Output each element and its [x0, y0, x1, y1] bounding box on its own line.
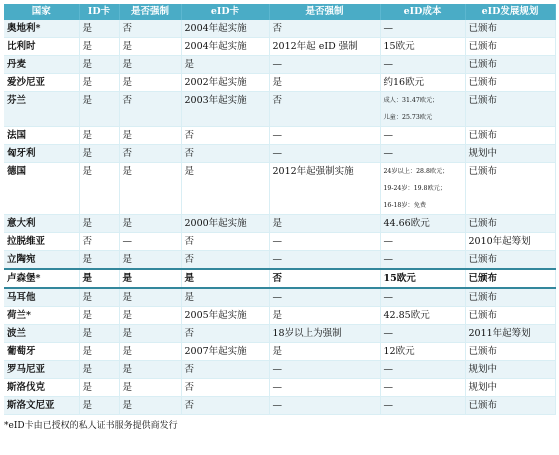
cell-eid-mandatory: —	[269, 233, 380, 251]
cell-id-card: 是	[79, 397, 119, 415]
cell-id-mandatory: 否	[119, 92, 181, 127]
cell-country: 马耳他	[4, 288, 79, 307]
cost-line: 16-18岁：免费	[383, 202, 427, 209]
cell-eid-cost: 15欧元	[380, 38, 465, 56]
cell-id-card: 是	[79, 38, 119, 56]
cell-eid-card: 否	[181, 145, 269, 163]
cell-eid-cost: —	[380, 325, 465, 343]
cell-id-mandatory: 否	[119, 145, 181, 163]
cell-id-card: 否	[79, 233, 119, 251]
table-row	[4, 215, 555, 233]
cell-eid-plan: 已颁布	[465, 215, 555, 233]
cell-id-card: 是	[79, 74, 119, 92]
cell-eid-cost: —	[380, 361, 465, 379]
cell-eid-mandatory: 2012年起强制实施	[269, 163, 380, 215]
cell-eid-cost: 44.66欧元	[380, 215, 465, 233]
header-id-mandatory: 是否强制	[119, 4, 181, 20]
cell-country: 波兰	[4, 325, 79, 343]
table-row	[4, 288, 555, 307]
cell-country: 丹麦	[4, 56, 79, 74]
table-row	[4, 56, 555, 74]
cell-eid-card: 2002年起实施	[181, 74, 269, 92]
cell-id-mandatory: 是	[119, 127, 181, 145]
cell-eid-cost: —	[380, 251, 465, 270]
cell-id-card: 是	[79, 251, 119, 270]
table-row	[4, 343, 555, 361]
cell-eid-mandatory: 是	[269, 74, 380, 92]
cell-country: 德国	[4, 163, 79, 215]
cell-eid-cost	[380, 163, 465, 215]
cell-id-mandatory: —	[119, 233, 181, 251]
table-row	[4, 74, 555, 92]
cell-eid-cost: 约16欧元	[380, 74, 465, 92]
cell-eid-mandatory: 否	[269, 20, 380, 38]
cell-id-card: 是	[79, 361, 119, 379]
cell-id-mandatory: 是	[119, 397, 181, 415]
cell-id-card: 是	[79, 92, 119, 127]
cell-eid-card: 是	[181, 269, 269, 288]
table-row	[4, 145, 555, 163]
header-eid-mandatory: 是否强制	[269, 4, 380, 20]
cell-eid-plan: 规划中	[465, 361, 555, 379]
cell-country: 斯洛伐克	[4, 379, 79, 397]
cell-eid-mandatory: —	[269, 361, 380, 379]
eid-comparison-table	[4, 4, 556, 415]
header-id-card: ID卡	[79, 4, 119, 20]
cell-eid-card: 是	[181, 56, 269, 74]
table-row	[4, 307, 555, 325]
document-page	[4, 4, 555, 432]
cell-country: 意大利	[4, 215, 79, 233]
cell-eid-mandatory: 是	[269, 215, 380, 233]
cell-id-mandatory: 是	[119, 163, 181, 215]
cell-id-card: 是	[79, 20, 119, 38]
table-row	[4, 251, 555, 270]
cell-country: 荷兰*	[4, 307, 79, 325]
cell-id-card: 是	[79, 215, 119, 233]
cell-id-mandatory: 是	[119, 288, 181, 307]
cell-eid-card: 否	[181, 361, 269, 379]
cell-id-card: 是	[79, 127, 119, 145]
cost-line: 24岁以上：28.8欧元；	[383, 168, 449, 175]
table-row	[4, 38, 555, 56]
cell-eid-plan: 已颁布	[465, 269, 555, 288]
cell-id-mandatory: 是	[119, 74, 181, 92]
cell-id-mandatory: 是	[119, 325, 181, 343]
cell-country: 芬兰	[4, 92, 79, 127]
cell-eid-cost: —	[380, 379, 465, 397]
cell-eid-mandatory: —	[269, 379, 380, 397]
table-footnote: *eID卡由已授权的私人证书服务提供商发行	[4, 421, 178, 431]
cell-eid-mandatory: 18岁以上为强制	[269, 325, 380, 343]
cell-eid-plan: 已颁布	[465, 163, 555, 215]
table-row	[4, 397, 555, 415]
header-eid-card: eID卡	[181, 4, 269, 20]
cell-eid-plan: 已颁布	[465, 343, 555, 361]
cell-eid-plan: 已颁布	[465, 251, 555, 270]
cell-eid-plan: 已颁布	[465, 20, 555, 38]
cell-eid-card: 是	[181, 163, 269, 215]
cell-eid-plan: 已颁布	[465, 56, 555, 74]
cell-country: 法国	[4, 127, 79, 145]
cell-country: 葡萄牙	[4, 343, 79, 361]
cell-eid-plan: 规划中	[465, 379, 555, 397]
cell-country: 立陶宛	[4, 251, 79, 270]
cell-eid-plan: 规划中	[465, 145, 555, 163]
cell-id-mandatory: 是	[119, 56, 181, 74]
cell-id-mandatory: 是	[119, 379, 181, 397]
cell-id-card: 是	[79, 163, 119, 215]
cell-id-mandatory: 是	[119, 38, 181, 56]
cell-eid-card: 2000年起实施	[181, 215, 269, 233]
cell-country: 比利时	[4, 38, 79, 56]
cell-eid-mandatory: 是	[269, 343, 380, 361]
cell-id-card: 是	[79, 269, 119, 288]
cell-eid-card: 2004年起实施	[181, 38, 269, 56]
cell-country: 匈牙利	[4, 145, 79, 163]
table-row	[4, 379, 555, 397]
cell-eid-plan: 2010年起筹划	[465, 233, 555, 251]
cell-eid-mandatory: 否	[269, 92, 380, 127]
cell-eid-plan: 已颁布	[465, 307, 555, 325]
header-eid-cost: eID成本	[380, 4, 465, 20]
cell-eid-plan: 已颁布	[465, 74, 555, 92]
cell-eid-card: 否	[181, 233, 269, 251]
cell-eid-cost: 15欧元	[380, 269, 465, 288]
cell-eid-plan: 已颁布	[465, 92, 555, 127]
cell-eid-card: 2003年起实施	[181, 92, 269, 127]
cell-eid-plan: 已颁布	[465, 127, 555, 145]
cell-country: 罗马尼亚	[4, 361, 79, 379]
cell-eid-card: 2007年起实施	[181, 343, 269, 361]
cell-id-mandatory: 是	[119, 343, 181, 361]
cell-eid-mandatory: —	[269, 56, 380, 74]
cell-id-card: 是	[79, 325, 119, 343]
cell-id-mandatory: 否	[119, 20, 181, 38]
cell-eid-mandatory: 否	[269, 269, 380, 288]
cell-id-card: 是	[79, 288, 119, 307]
cell-eid-card: 否	[181, 127, 269, 145]
cell-eid-cost: —	[380, 397, 465, 415]
header-eid-plan: eID发展规划	[465, 4, 555, 20]
table-row	[4, 269, 555, 288]
cell-eid-card: 2005年起实施	[181, 307, 269, 325]
table-row	[4, 20, 555, 38]
cell-eid-card: 2004年起实施	[181, 20, 269, 38]
cell-id-mandatory: 是	[119, 307, 181, 325]
cell-eid-plan: 已颁布	[465, 38, 555, 56]
cell-country: 爱沙尼亚	[4, 74, 79, 92]
cell-id-mandatory: 是	[119, 251, 181, 270]
cell-eid-card: 否	[181, 379, 269, 397]
cell-eid-cost: —	[380, 20, 465, 38]
table-row	[4, 325, 555, 343]
cost-line: 19-24岁：19.8欧元；	[383, 185, 447, 192]
cell-eid-mandatory: —	[269, 397, 380, 415]
cell-eid-cost: —	[380, 288, 465, 307]
cost-line: 儿童：25.73欧元	[383, 114, 433, 121]
cell-eid-card: 否	[181, 397, 269, 415]
cell-eid-cost: 12欧元	[380, 343, 465, 361]
cell-id-card: 是	[79, 307, 119, 325]
cell-eid-plan: 已颁布	[465, 288, 555, 307]
cell-id-mandatory: 是	[119, 361, 181, 379]
cell-country: 奥地利*	[4, 20, 79, 38]
cell-id-card: 是	[79, 343, 119, 361]
cell-eid-cost: —	[380, 127, 465, 145]
cell-eid-mandatory: 是	[269, 307, 380, 325]
table-row	[4, 127, 555, 145]
cell-eid-cost	[380, 92, 465, 127]
cell-id-card: 是	[79, 56, 119, 74]
cell-eid-mandatory: —	[269, 127, 380, 145]
cell-eid-mandatory: 2012年起 eID 强制	[269, 38, 380, 56]
cell-eid-mandatory: —	[269, 288, 380, 307]
cell-eid-plan: 2011年起筹划	[465, 325, 555, 343]
cell-id-card: 是	[79, 145, 119, 163]
table-row	[4, 163, 555, 215]
table-row	[4, 361, 555, 379]
cell-id-card: 是	[79, 379, 119, 397]
cell-eid-mandatory: —	[269, 251, 380, 270]
cell-eid-cost: —	[380, 145, 465, 163]
cell-country: 卢森堡*	[4, 269, 79, 288]
header-country: 国家	[4, 4, 79, 20]
table-header-row	[4, 4, 555, 20]
cell-eid-card: 否	[181, 251, 269, 270]
cell-id-mandatory: 是	[119, 215, 181, 233]
cell-eid-mandatory: —	[269, 145, 380, 163]
cost-line: 成人：31.47欧元；	[383, 97, 439, 104]
table-body	[4, 20, 555, 415]
cell-eid-card: 否	[181, 325, 269, 343]
table-row	[4, 233, 555, 251]
cell-country: 拉脱维亚	[4, 233, 79, 251]
cell-eid-card: 是	[181, 288, 269, 307]
cell-eid-cost: 42.85欧元	[380, 307, 465, 325]
cell-eid-cost: —	[380, 56, 465, 74]
cell-eid-cost: —	[380, 233, 465, 251]
table-row	[4, 92, 555, 127]
cell-country: 斯洛文尼亚	[4, 397, 79, 415]
cell-eid-plan: 已颁布	[465, 397, 555, 415]
cell-id-mandatory: 是	[119, 269, 181, 288]
